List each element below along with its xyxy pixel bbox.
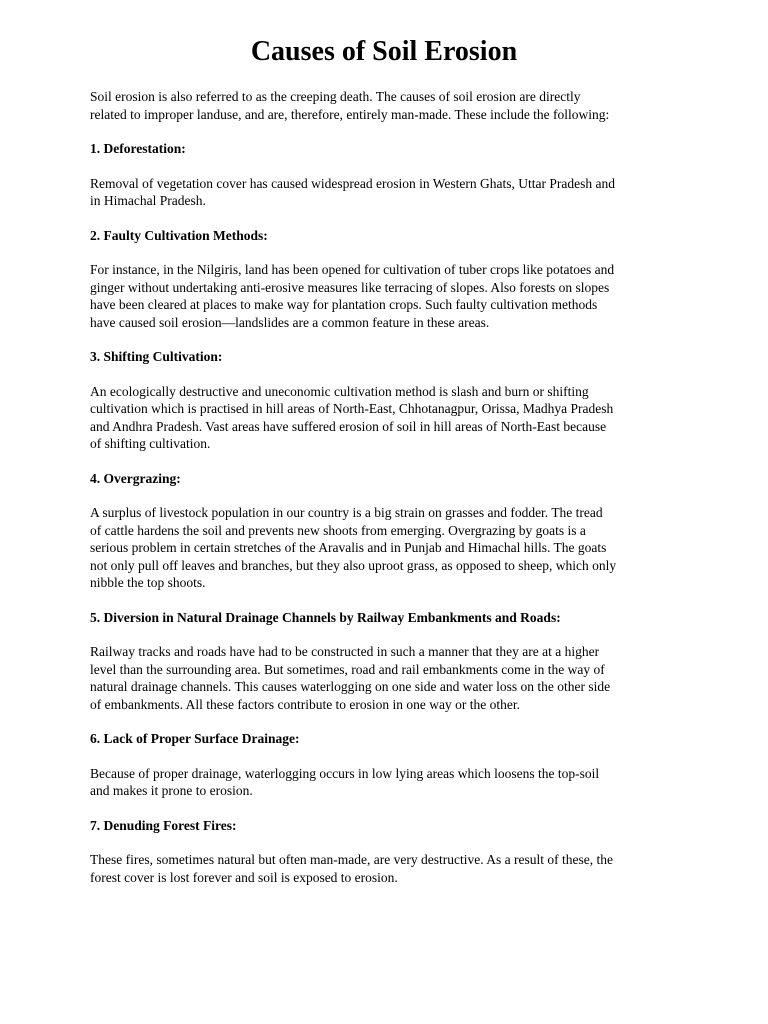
paragraph-line: of shifting cultivation. — [90, 436, 211, 451]
section-paragraph-overgrazing — [90, 504, 690, 592]
intro-line: Soil erosion is also referred to as the creeping death. The causes of soil erosion are directly — [90, 89, 581, 104]
paragraph-line: not only pull off leaves and branches, but they also uproot grass, as opposed to sheep, which only — [90, 557, 617, 573]
section-paragraph-faulty-cultivation — [90, 261, 690, 331]
paragraph-line: An ecologically destructive and uneconomic cultivation method is slash and burn or shifting — [90, 383, 589, 399]
paragraph-line: have been cleared at places to make way for plantation crops. Such faulty cultivation methods — [90, 297, 598, 312]
paragraph-line: of embankments. All these factors contribute to erosion in one way or the other. — [90, 696, 521, 712]
page-title: Causes of Soil Erosion — [250, 36, 518, 67]
section-paragraph-surface-drainage — [90, 765, 690, 800]
intro-paragraph — [90, 88, 690, 123]
section-heading-deforestation: 1. Deforestation: — [90, 141, 186, 156]
paragraph-line: in Himachal Pradesh. — [90, 193, 206, 208]
paragraph-line: serious problem in certain stretches of the Aravalis and in Punjab and Himachal hills. The goats — [90, 540, 607, 555]
intro-line: related to improper landuse, and are, therefore, entirely man-made. These include the following: — [90, 106, 610, 122]
paragraph-line: of cattle hardens the soil and prevents new shoots from emerging. Overgrazing by goats is a — [90, 522, 586, 538]
paragraph-line: have caused soil erosion—landslides are a common feature in these areas. — [90, 314, 490, 330]
paragraph-line: ginger without undertaking anti-erosive measures like terracing of slopes. Also forests on slopes — [90, 279, 610, 295]
paragraph-line: These fires, sometimes natural but often man-made, are very destructive. As a result of these, the — [90, 852, 613, 867]
paragraph-line: nibble the top shoots. — [90, 575, 206, 590]
paragraph-line: Because of proper drainage, waterlogging occurs in low lying areas which loosens the top-soil — [90, 765, 600, 781]
section-heading-overgrazing: 4. Overgrazing: — [90, 470, 181, 486]
paragraph-line: and Andhra Pradesh. Vast areas have suffered erosion of soil in hill areas of North-East because — [90, 418, 607, 434]
paragraph-line: Removal of vegetation cover has caused widespread erosion in Western Ghats, Uttar Pradesh and — [90, 175, 616, 191]
paragraph-line: Railway tracks and roads have had to be constructed in such a manner that they are at a higher — [90, 644, 600, 659]
paragraph-line: forest cover is lost forever and soil is exposed to erosion. — [90, 869, 398, 885]
section-heading-faulty-cultivation: 2. Faulty Cultivation Methods: — [90, 227, 268, 243]
paragraph-line: cultivation which is practised in hill areas of North-East, Chhotanagpur, Orissa, Madhya Pradesh — [90, 401, 614, 416]
section-paragraph-forest-fires — [90, 851, 690, 886]
paragraph-line: natural drainage channels. This causes waterlogging on one side and water loss on the other side — [90, 679, 611, 694]
paragraph-line: and makes it prone to erosion. — [90, 783, 253, 798]
document-body — [90, 88, 690, 903]
section-heading-surface-drainage: 6. Lack of Proper Surface Drainage: — [90, 731, 300, 746]
section-paragraph-shifting-cultivation — [90, 383, 690, 453]
section-heading-forest-fires: 7. Denuding Forest Fires: — [90, 817, 237, 833]
paragraph-line: A surplus of livestock population in our country is a big strain on grasses and fodder. The tread — [90, 505, 603, 520]
paragraph-line: For instance, in the Nilgiris, land has been opened for cultivation of tuber crops like potatoes and — [90, 262, 615, 277]
paragraph-line: level than the surrounding area. But sometimes, road and rail embankments come in the way of — [90, 661, 605, 677]
section-heading-shifting-cultivation: 3. Shifting Cultivation: — [90, 349, 223, 364]
section-paragraph-deforestation — [90, 175, 690, 210]
section-heading-drainage-diversion: 5. Diversion in Natural Drainage Channels by Railway Embankments and Roads: — [90, 609, 561, 625]
section-paragraph-drainage-diversion — [90, 643, 690, 713]
